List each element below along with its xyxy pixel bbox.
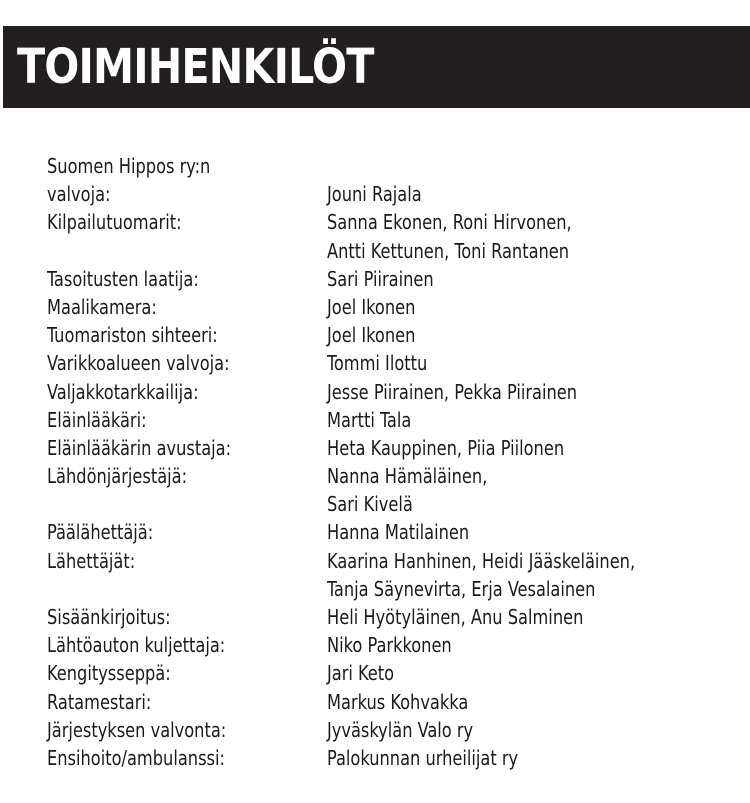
role-label [47,265,327,293]
official-names-line: Nanna Hämäläinen, [327,464,488,489]
role-label-line: Kengitysseppä: [47,661,171,686]
official-names [327,518,737,546]
role-label [47,744,327,772]
role-label-line: Varikkoalueen valvoja: [47,351,230,376]
role-label-line: Järjestyksen valvonta: [47,717,227,742]
role-label-line: Lähtöauton kuljettaja: [47,633,226,658]
role-label [47,406,327,434]
official-names [327,265,737,293]
official-names-line: Sari Piirainen [327,266,434,291]
role-label-line: Tuomariston sihteeri: [47,323,218,348]
official-names-line: Sanna Ekonen, Roni Hirvonen, [327,210,572,235]
official-names-line: Joel Ikonen [327,323,416,348]
official-names-line: Sari Kivelä [327,492,413,517]
role-label-line: Ensihoito/ambulanssi: [47,745,225,770]
role-label-line: Valjakkotarkkailija: [47,379,199,404]
role-label-line: Suomen Hippos ry:n [47,154,211,178]
official-names-line: Niko Parkkonen [327,633,452,658]
role-label [47,152,327,208]
official-row [47,378,737,406]
official-names-line: Heli Hyötyläinen, Anu Salminen [327,605,584,629]
role-label-line: Tasoitusten laatija: [47,266,199,291]
official-names [327,152,737,208]
official-names-line: Tanja Säynevirta, Erja Vesalainen [327,576,596,601]
official-names-line: Joel Ikonen [327,294,416,319]
official-row [47,208,737,264]
official-names-line: Martti Tala [327,407,412,432]
official-row [47,744,737,772]
official-row [47,152,737,208]
role-label [47,659,327,687]
official-names-line [327,152,688,180]
official-names-line: Jesse Piirainen, Pekka Piirainen [327,379,578,404]
role-label-line: Maalikamera: [47,294,157,319]
official-names [327,349,737,377]
official-names [327,603,737,631]
role-label-line: Lähdönjärjestäjä: [47,464,188,489]
role-label [47,462,327,518]
official-names [327,208,737,264]
official-row [47,518,737,546]
role-label [47,434,327,462]
page-title: TOIMIHENKILÖT [17,39,374,95]
role-label [47,321,327,349]
official-row [47,603,737,631]
official-row [47,406,737,434]
official-row [47,659,737,687]
role-label [47,349,327,377]
official-names [327,378,737,406]
official-row [47,547,737,603]
official-names [327,406,737,434]
official-names [327,744,737,772]
official-names [327,434,737,462]
role-label [47,688,327,716]
official-names [327,631,737,659]
official-names-line: Jari Keto [327,661,395,686]
role-label-line: Eläinlääkärin avustaja: [47,435,232,460]
official-names-line: Hanna Matilainen [327,520,470,545]
role-label-line: Sisäänkirjoitus: [47,605,171,629]
official-names-line: Antti Kettunen, Toni Rantanen [327,238,570,263]
official-row [47,462,737,518]
role-label [47,518,327,546]
role-label-line: Eläinlääkäri: [47,407,147,432]
role-label [47,547,327,603]
role-label [47,208,327,264]
official-names [327,462,737,518]
role-label [47,716,327,744]
official-names-line: Palokunnan urheilijat ry [327,745,519,770]
official-names [327,716,737,744]
official-names [327,547,737,603]
official-names-line: Jyväskylän Valo ry [327,717,474,742]
official-names [327,293,737,321]
official-names-line: Jouni Rajala [327,182,422,207]
official-row [47,349,737,377]
official-row [47,265,737,293]
role-label-line: Lähettäjät: [47,548,136,573]
official-names [327,659,737,687]
official-row [47,688,737,716]
official-names [327,688,737,716]
official-row [47,434,737,462]
role-label-line: Kilpailutuomarit: [47,210,182,235]
official-row [47,631,737,659]
official-names [327,321,737,349]
role-label [47,603,327,631]
official-row [47,321,737,349]
role-label-line: Päälähettäjä: [47,520,154,545]
official-row [47,293,737,321]
role-label-line: Ratamestari: [47,689,152,714]
title-banner [3,26,750,108]
official-names-line: Heta Kauppinen, Piia Piilonen [327,435,565,460]
official-names-line: Kaarina Hanhinen, Heidi Jääskeläinen, [327,548,636,573]
official-names-line: Tommi Ilottu [327,351,428,376]
officials-list [47,152,737,772]
official-names-line: Markus Kohvakka [327,689,469,714]
official-row [47,716,737,744]
role-label [47,293,327,321]
role-label [47,631,327,659]
role-label-line: valvoja: [47,182,111,207]
role-label [47,378,327,406]
